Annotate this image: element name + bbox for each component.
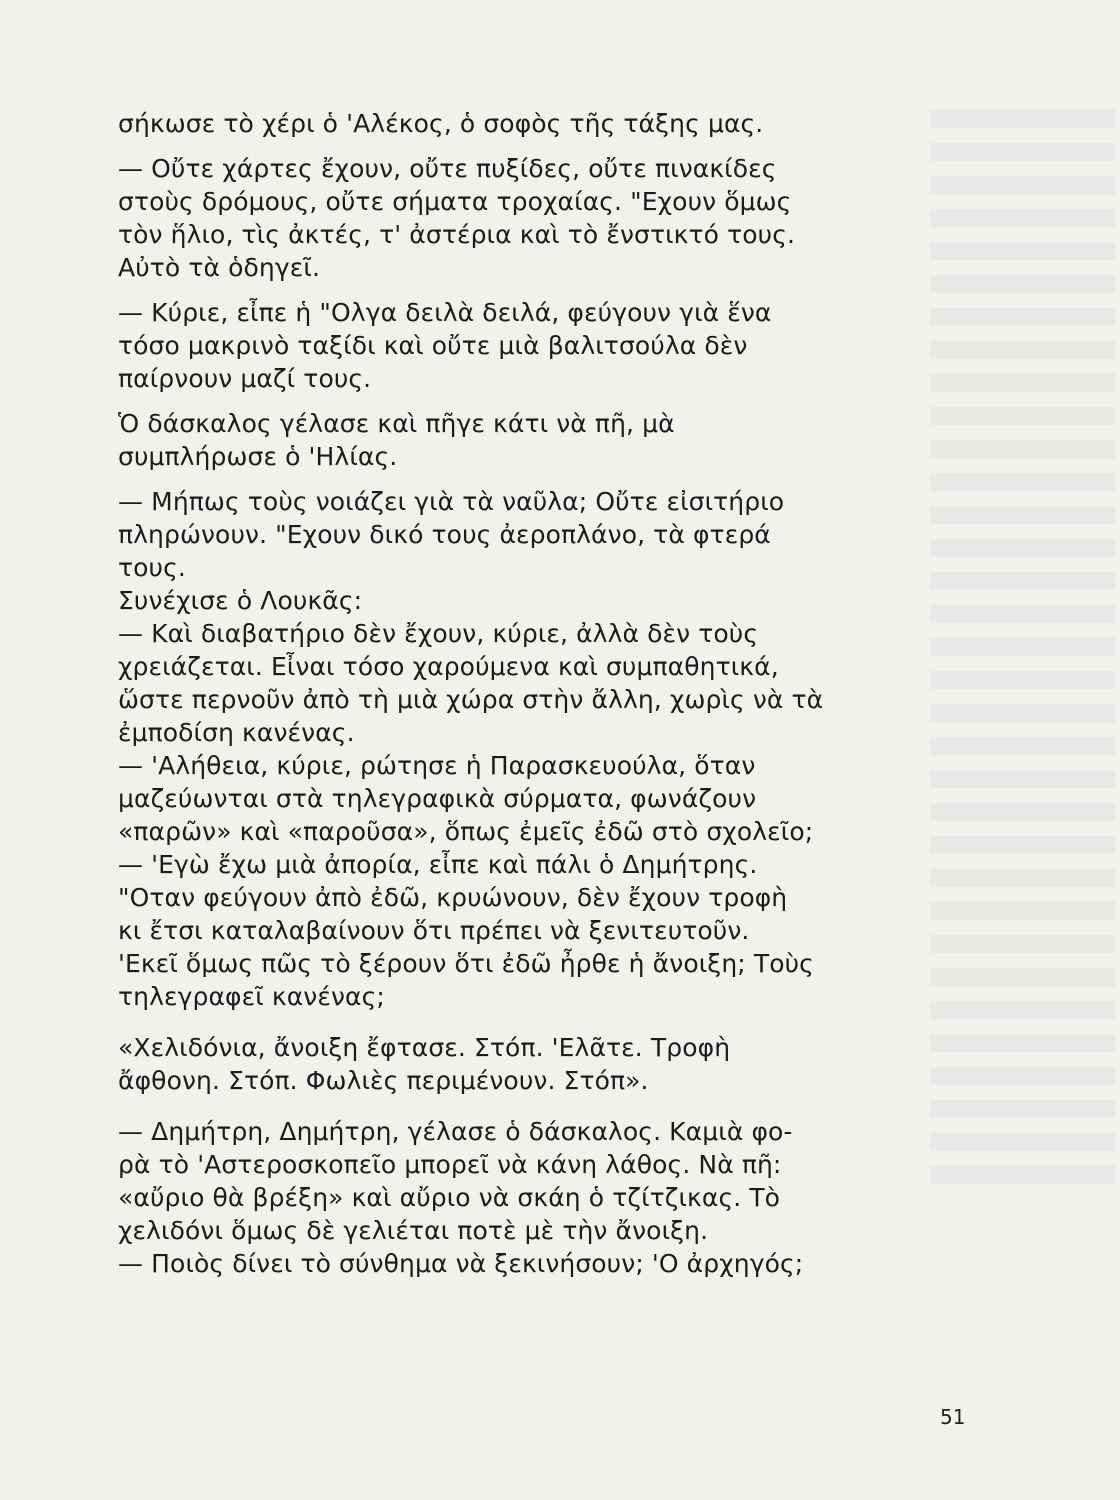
- text-line: ὥστε περνοῦν ἀπὸ τὴ μιὰ χώρα στὴν ἄλλη, χωρὶς νὰ τὰ: [118, 685, 824, 714]
- text-line: μαζεύωνται στὰ τηλεγραφικὰ σύρματα, φωνάζουν: [118, 784, 757, 813]
- text-line: κι ἔτσι καταλαβαίνουν ὅτι πρέπει νὰ ξενιτευτοῦν.: [118, 916, 750, 945]
- text-line: — Κύριε, εἶπε ἡ "Ολγα δειλὰ δειλά, φεύγουν γιὰ ἕνα: [118, 298, 772, 327]
- text-line: Ὁ δάσκαλος γέλασε καὶ πῆγε κάτι νὰ πῆ, μὰ: [118, 409, 675, 438]
- body-text: [118, 107, 958, 1280]
- text-line: ἄφθονη. Στόπ. Φωλιὲς περιμένουν. Στόπ».: [118, 1066, 649, 1095]
- text-line: τους.: [118, 553, 186, 582]
- text-line: — 'Εγὼ ἔχω μιὰ ἀπορία, εἶπε καὶ πάλι ὁ Δημήτρης.: [118, 850, 758, 879]
- text-line: πληρώνουν. "Εχουν δικό τους ἀεροπλάνο, τὰ φτερά: [118, 520, 771, 549]
- text-line: σήκωσε τὸ χέρι ὁ 'Αλέκος, ὁ σοφὸς τῆς τάξης μας.: [118, 109, 764, 138]
- text-line: "Οταν φεύγουν ἀπὸ ἐδῶ, κρυώνουν, δὲν ἔχουν τροφὴ: [118, 883, 788, 912]
- text-line: «αὔριο θὰ βρέξη» καὶ αὔριο νὰ σκάη ὁ τζίτζικας. Τὸ: [118, 1183, 781, 1212]
- text-line: Συνέχισε ὁ Λουκᾶς:: [118, 586, 363, 615]
- text-line: — Δημήτρη, Δημήτρη, γέλασε ὁ δάσκαλος. Καμιὰ φο-: [118, 1117, 793, 1146]
- text-line: — Ποιὸς δίνει τὸ σύνθημα νὰ ξεκινήσουν; 'Ο ἀρχηγός;: [118, 1249, 804, 1278]
- text-line: ρὰ τὸ 'Αστεροσκοπεῖο μπορεῖ νὰ κάνη λάθος. Νὰ πῆ:: [118, 1150, 782, 1179]
- text-line: παίρνουν μαζί τους.: [118, 364, 372, 393]
- text-line: — 'Αλήθεια, κύριε, ρώτησε ἡ Παρασκευούλα, ὅταν: [118, 751, 756, 780]
- text-line: «παρῶν» καὶ «παροῦσα», ὅπως ἐμεῖς ἐδῶ στὸ σχολεῖο;: [118, 817, 814, 846]
- text-line: τηλεγραφεῖ κανένας;: [118, 982, 385, 1011]
- text-line: — Οὔτε χάρτες ἔχουν, οὔτε πυξίδες, οὔτε πινακίδες: [118, 154, 777, 183]
- page-number: 51: [940, 1405, 966, 1429]
- text-line: — Καὶ διαβατήριο δὲν ἔχουν, κύριε, ἀλλὰ δὲν τοὺς: [118, 619, 759, 648]
- text-line: χελιδόνι ὅμως δὲ γελιέται ποτὲ μὲ τὴν ἄνοιξη.: [118, 1216, 709, 1245]
- text-line: τόσο μακρινὸ ταξίδι καὶ οὔτε μιὰ βαλιτσούλα δὲν: [118, 331, 748, 360]
- text-line: τὸν ἥλιο, τὶς ἀκτές, τ' ἀστέρια καὶ τὸ ἔνστικτό τους.: [118, 220, 796, 249]
- text-line: ἐμποδίση κανένας.: [118, 718, 355, 747]
- text-line: στοὺς δρόμους, οὔτε σήματα τροχαίας. "Εχουν ὅμως: [118, 187, 792, 216]
- text-line: χρειάζεται. Εἶναι τόσο χαρούμενα καὶ συμπαθητικά,: [118, 652, 779, 681]
- text-line: συμπλήρωσε ὁ 'Ηλίας.: [118, 442, 398, 471]
- text-line: «Χελιδόνια, ἄνοιξη ἔφτασε. Στόπ. 'Ελᾶτε. Τροφὴ: [118, 1033, 731, 1062]
- text-line: Αὐτὸ τὰ ὁδηγεῖ.: [118, 253, 320, 282]
- text-line: 'Εκεῖ ὅμως πῶς τὸ ξέρουν ὅτι ἐδῶ ἦρθε ἡ ἄνοιξη; Τοὺς: [118, 949, 814, 978]
- text-line: — Μήπως τοὺς νοιάζει γιὰ τὰ ναῦλα; Οὔτε εἰσιτήριο: [118, 487, 785, 516]
